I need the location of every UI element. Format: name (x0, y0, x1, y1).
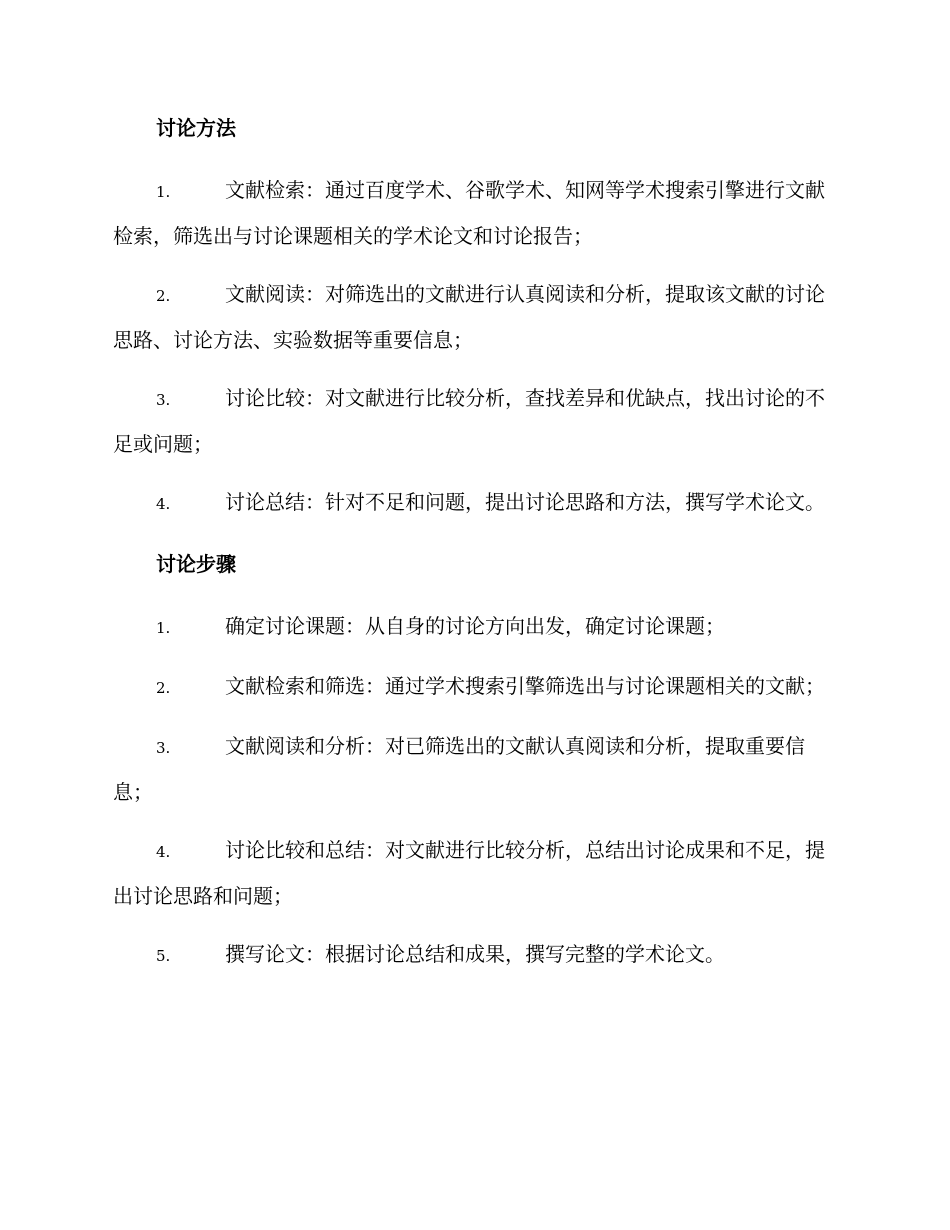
document-content (113, 110, 835, 992)
list-text: 确定讨论课题：从自身的讨论方向出发，确定讨论课题； (225, 614, 725, 638)
list-number: 3. (156, 739, 171, 757)
list-item (113, 828, 835, 918)
list-text: 文献阅读：对筛选出的文献进行认真阅读和分析，提取该文献的讨论思路、讨论方法、实验数据等重要信息； (113, 282, 825, 352)
list-number: 5. (156, 947, 171, 965)
list-item (113, 664, 835, 710)
list-number: 4. (156, 495, 171, 513)
section-heading-methods: 讨论方法 (156, 116, 236, 140)
list-item (113, 724, 835, 814)
list-item (113, 168, 835, 258)
list-item (113, 480, 835, 526)
list-text: 文献阅读和分析：对已筛选出的文献认真阅读和分析，提取重要信息； (113, 734, 805, 804)
list-number: 1. (156, 183, 171, 201)
list-text: 文献检索：通过百度学术、谷歌学术、知网等学术搜索引擎进行文献检索，筛选出与讨论课题相关的学术论文和讨论报告； (113, 178, 825, 248)
list-item (113, 376, 835, 466)
list-number: 4. (156, 843, 171, 861)
list-number: 3. (156, 391, 171, 409)
list-item (113, 604, 835, 650)
list-text: 文献检索和筛选：通过学术搜索引擎筛选出与讨论课题相关的文献； (225, 674, 825, 698)
list-item (113, 932, 835, 978)
list-text: 讨论总结：针对不足和问题，提出讨论思路和方法，撰写学术论文。 (225, 490, 825, 514)
list-item (113, 272, 835, 362)
list-text: 讨论比较：对文献进行比较分析，查找差异和优缺点，找出讨论的不足或问题； (113, 386, 825, 456)
section-heading-steps: 讨论步骤 (156, 552, 236, 576)
list-text: 撰写论文：根据讨论总结和成果，撰写完整的学术论文。 (225, 942, 725, 966)
list-number: 2. (156, 679, 171, 697)
list-number: 1. (156, 619, 171, 637)
list-text: 讨论比较和总结：对文献进行比较分析，总结出讨论成果和不足，提出讨论思路和问题； (113, 838, 825, 908)
list-number: 2. (156, 287, 171, 305)
